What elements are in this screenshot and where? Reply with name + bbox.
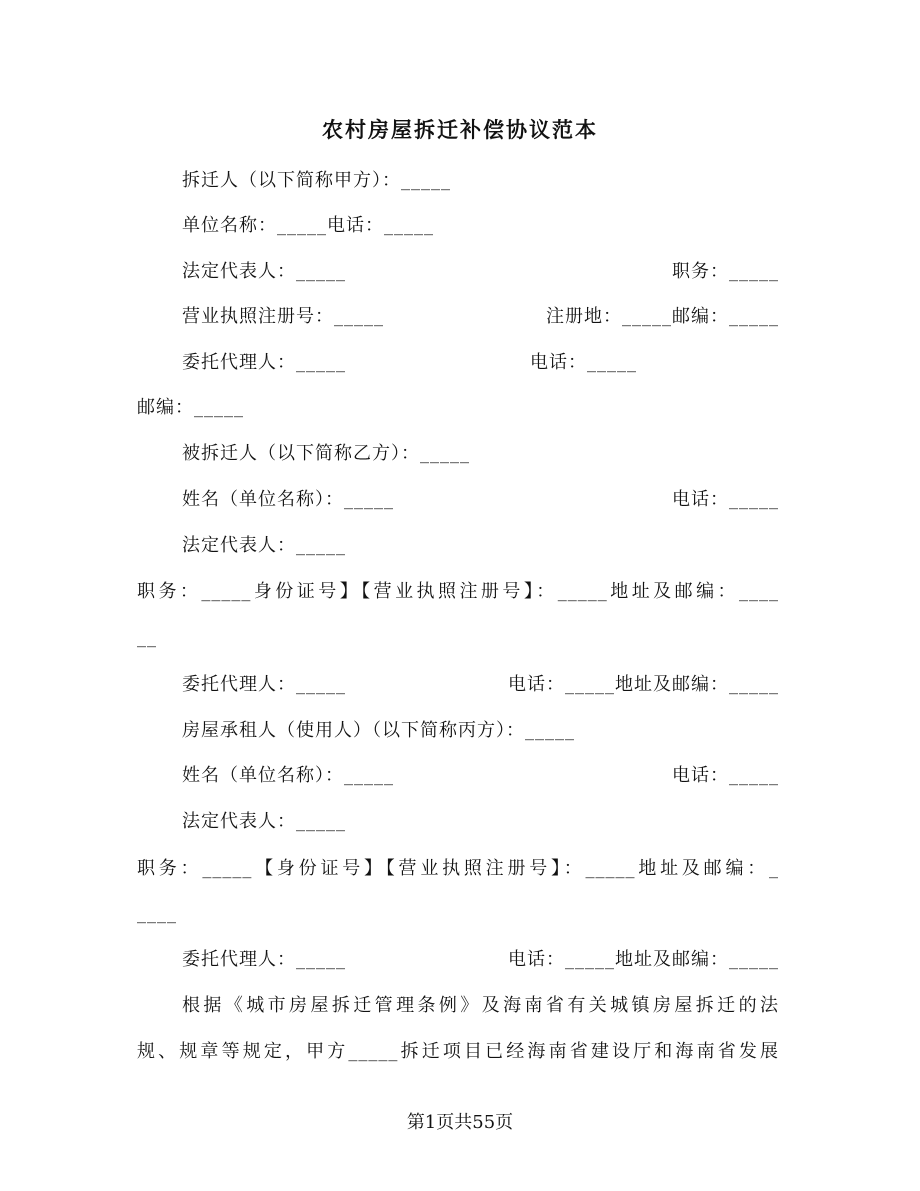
line-demolished xyxy=(182,436,779,472)
line-legal-rep-b xyxy=(182,528,779,564)
agent-c-phone-address: 电话：_____地址及邮编：_____ xyxy=(508,949,779,970)
legal-rep-b: 法定代表人：_____ xyxy=(182,535,346,556)
position-b-cont: __ xyxy=(137,627,157,648)
line-tenant xyxy=(182,713,779,749)
name-c: 姓名（单位名称）：_____ xyxy=(182,765,394,786)
line-legal-rep-a xyxy=(182,254,779,290)
body-paragraph-line-2: 规、规章等规定，甲方_____拆迁项目已经海南省建设厅和海南省发展 xyxy=(137,1041,779,1062)
agent-a-phone: 电话：_____ xyxy=(530,352,637,373)
line-position-c-cont xyxy=(137,896,779,932)
line-agent-b xyxy=(182,667,779,703)
position-c-cont: ____ xyxy=(137,903,177,924)
phone-c: 电话：_____ xyxy=(672,765,779,786)
line-name-b xyxy=(182,482,779,518)
demolished-label: 被拆迁人（以下简称乙方）：_____ xyxy=(182,443,470,464)
agent-c: 委托代理人：_____ xyxy=(182,949,346,970)
document-title: 农村房屋拆迁补偿协议范本 xyxy=(322,117,598,142)
agent-b: 委托代理人：_____ xyxy=(182,674,346,695)
line-position-b: 职务：_____身份证号】【营业执照注册号】：_____地址及邮编：____ xyxy=(137,581,779,602)
registered-place-zip: 注册地：_____邮编：_____ xyxy=(546,306,779,327)
body-paragraph-line-1: 根据《城市房屋拆迁管理条例》及海南省有关城镇房屋拆迁的法 xyxy=(182,995,779,1016)
legal-rep-a: 法定代表人：_____ xyxy=(182,261,346,282)
position-a: 职务：_____ xyxy=(672,261,779,282)
zip-a: 邮编：_____ xyxy=(137,397,244,418)
line-demolisher xyxy=(182,163,779,199)
page-footer: 第1页共55页 xyxy=(406,1112,514,1133)
legal-rep-c: 法定代表人：_____ xyxy=(182,811,346,832)
line-zip-a xyxy=(137,390,779,426)
agent-a: 委托代理人：_____ xyxy=(182,352,346,373)
line-license xyxy=(182,299,779,335)
demolisher-label: 拆迁人（以下简称甲方）：_____ xyxy=(182,170,451,191)
line-agent-c xyxy=(182,942,779,978)
line-legal-rep-c xyxy=(182,804,779,840)
line-agent-a xyxy=(182,345,779,381)
phone-b: 电话：_____ xyxy=(672,489,779,510)
license-number: 营业执照注册号：_____ xyxy=(182,306,384,327)
tenant-label: 房屋承租人（使用人）（以下简称丙方）：_____ xyxy=(182,720,575,741)
line-position-c: 职务：_____【身份证号】【营业执照注册号】：_____地址及邮编：_ xyxy=(137,858,779,879)
name-b: 姓名（单位名称）：_____ xyxy=(182,489,394,510)
unit-name-phone: 单位名称：_____电话：_____ xyxy=(182,215,434,236)
line-position-b-cont xyxy=(137,620,779,656)
agent-b-phone-address: 电话：_____地址及邮编：_____ xyxy=(508,674,779,695)
line-name-c xyxy=(182,758,779,794)
line-unit-name xyxy=(182,208,779,244)
